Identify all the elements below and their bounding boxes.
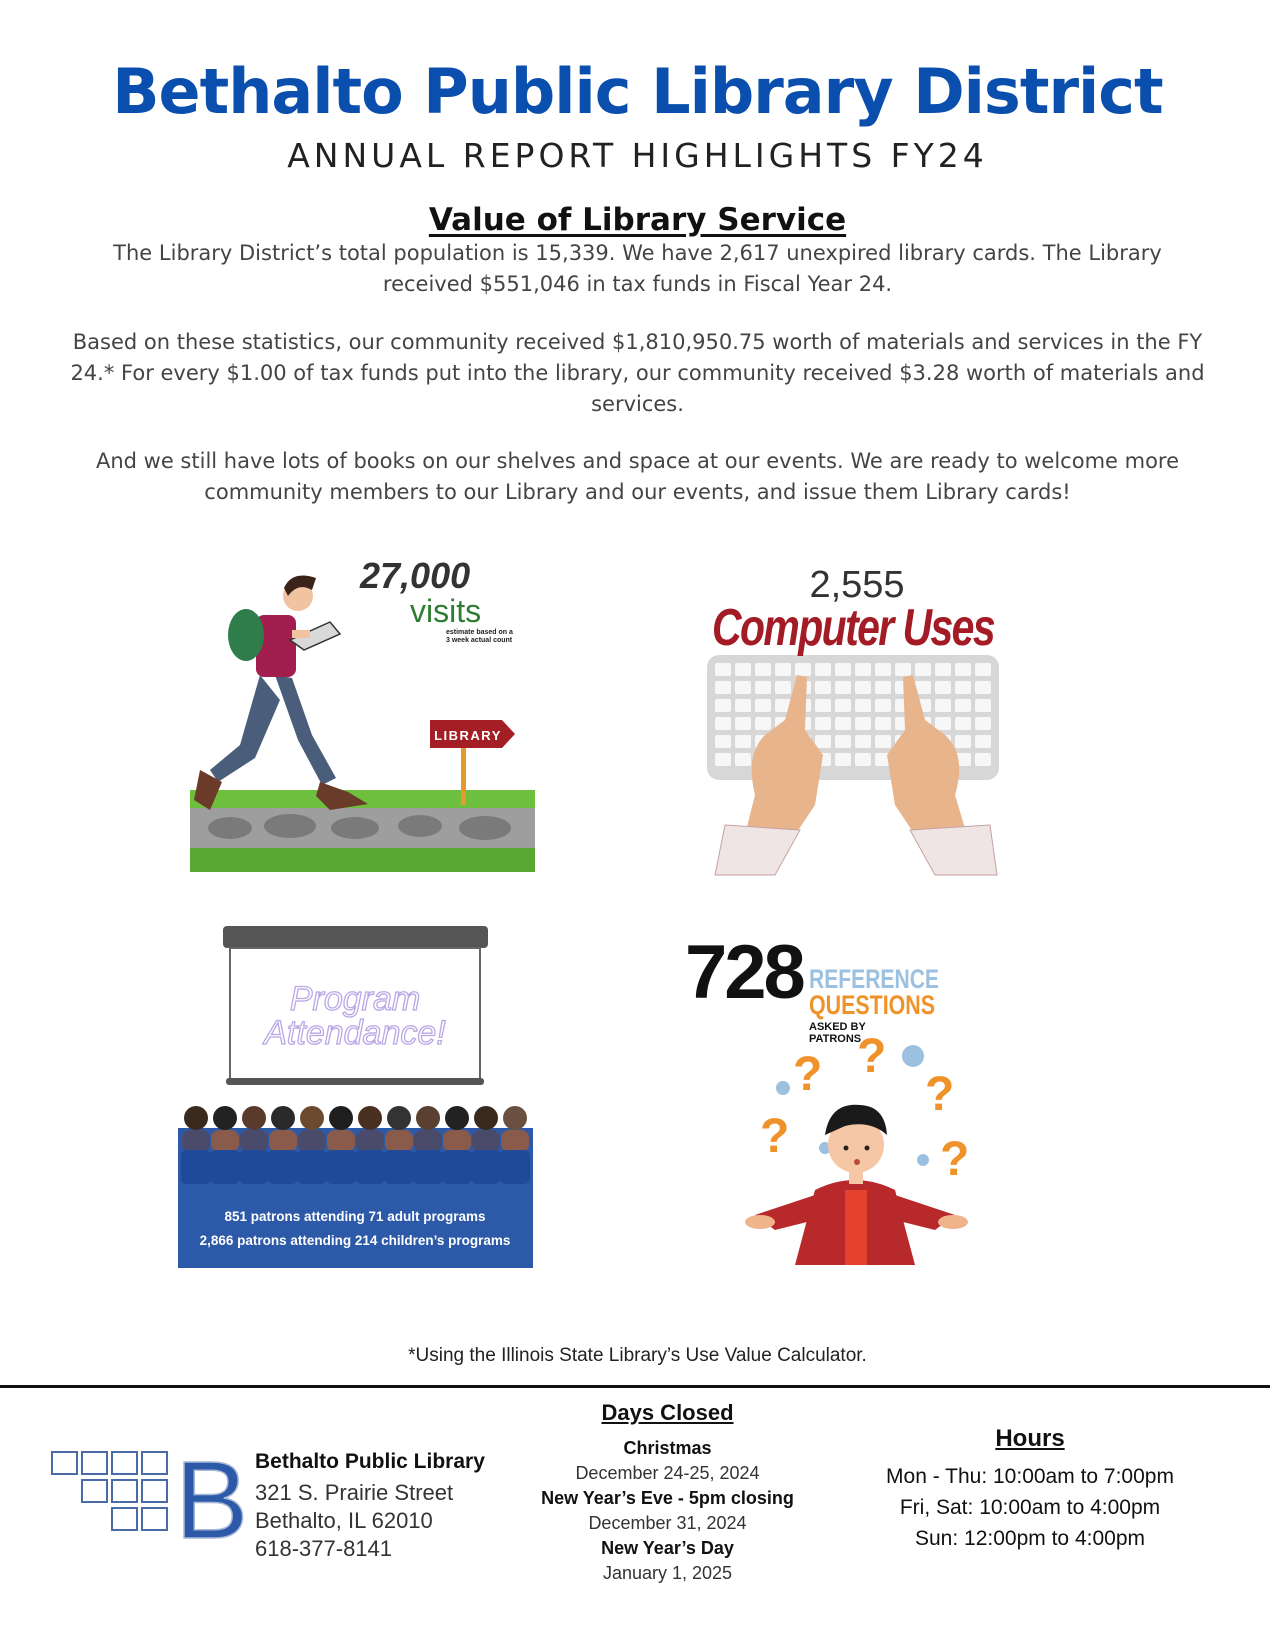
walking-reader-icon — [194, 576, 368, 810]
keyboard-key — [955, 735, 971, 748]
svg-text:?: ? — [793, 1048, 823, 1101]
library-name: Bethalto Public Library — [255, 1450, 485, 1473]
keyboard-key — [955, 699, 971, 712]
keyboard-key — [875, 663, 891, 676]
audience-seat — [413, 1150, 443, 1184]
keyboard-key — [975, 717, 991, 730]
audience-body — [501, 1130, 529, 1152]
audience-body — [298, 1130, 326, 1152]
audience-head — [445, 1106, 469, 1130]
keyboard-key — [955, 717, 971, 730]
visits-label: visits — [410, 593, 482, 629]
reference-line2: QUESTIONS — [809, 990, 935, 1020]
keyboard-key — [875, 681, 891, 694]
closed-item-name: Christmas — [623, 1438, 712, 1458]
sign-label: LIBRARY — [434, 728, 502, 743]
projector-bar — [223, 926, 488, 948]
paragraph-value: Based on these statistics, our community received $1,810,950.75 worth of materials and services in the FY 24.* For every $1.00 of tax funds put into the library, our community received $3.28 worth of materials and services. — [70, 330, 1205, 416]
keyboard-key — [755, 663, 771, 676]
svg-text:?: ? — [925, 1068, 955, 1121]
audience-seat — [442, 1150, 472, 1184]
page-subtitle: ANNUAL REPORT HIGHLIGHTS FY24 — [287, 136, 988, 175]
keyboard-key — [855, 735, 871, 748]
keyboard-key — [815, 663, 831, 676]
page-title: Bethalto Public Library District — [112, 55, 1163, 128]
keyboard-key — [715, 663, 731, 676]
keyboard-key — [955, 663, 971, 676]
audience-body — [211, 1130, 239, 1152]
adult-programs-text: 851 patrons attending 71 adult programs — [224, 1209, 486, 1224]
reference-infographic — [685, 930, 985, 1270]
computer-number: 2,555 — [809, 564, 905, 606]
visits-number: 27,000 — [360, 555, 471, 596]
svg-text:?: ? — [760, 1110, 790, 1163]
keyboard-key — [715, 699, 731, 712]
paragraph-population: The Library District’s total population is 15,339. We have 2,617 unexpired library cards. The Library received $551,046 in tax funds in Fiscal Year 24. — [113, 241, 1162, 296]
days-closed-heading: Days Closed — [601, 1400, 734, 1425]
keyboard-key — [875, 717, 891, 730]
keyboard-key — [775, 663, 791, 676]
logo-letter: B — [175, 1439, 249, 1562]
keyboard-key — [735, 699, 751, 712]
keyboard-key — [895, 663, 911, 676]
audience-head — [474, 1106, 498, 1130]
keyboard-key — [835, 753, 851, 766]
keyboard-key — [935, 663, 951, 676]
audience-seat — [384, 1150, 414, 1184]
sign-post — [461, 745, 466, 805]
audience-head — [387, 1106, 411, 1130]
keyboard-key — [935, 717, 951, 730]
keyboard-key — [835, 681, 851, 694]
footnote: *Using the Illinois State Library’s Use Value Calculator. — [408, 1345, 867, 1366]
keyboard-key — [875, 735, 891, 748]
keyboard-key — [835, 717, 851, 730]
reference-asked-line1: ASKED BY — [809, 1021, 866, 1033]
svg-text:?: ? — [857, 1030, 887, 1083]
audience-seat — [355, 1150, 385, 1184]
audience-body — [414, 1130, 442, 1152]
audience-body — [472, 1130, 500, 1152]
keyboard-key — [795, 663, 811, 676]
audience-head — [213, 1106, 237, 1130]
keyboard-key — [975, 753, 991, 766]
reference-line1: REFERENCE — [809, 964, 939, 994]
grass-strip — [190, 790, 535, 810]
keyboard-key — [955, 681, 971, 694]
keyboard-key — [835, 663, 851, 676]
keyboard-key — [735, 663, 751, 676]
audience-seat — [239, 1150, 269, 1184]
closed-item-date: December 31, 2024 — [588, 1513, 747, 1533]
audience-seat — [297, 1150, 327, 1184]
keyboard-key — [755, 699, 771, 712]
visits-note-line1: estimate based on a — [446, 629, 513, 636]
footer-divider — [0, 1385, 1270, 1388]
audience-head — [184, 1106, 208, 1130]
closed-item-name: New Year’s Eve - 5pm closing — [541, 1488, 794, 1508]
keyboard-key — [755, 717, 771, 730]
reference-number: 728 — [685, 930, 803, 1015]
hours-heading: Hours — [995, 1425, 1065, 1452]
audience-body — [385, 1130, 413, 1152]
audience-head — [271, 1106, 295, 1130]
keyboard-key — [835, 699, 851, 712]
library-phone: 618-377-8141 — [255, 1536, 393, 1561]
audience-body — [356, 1130, 384, 1152]
hours-line: Fri, Sat: 10:00am to 4:00pm — [899, 1496, 1161, 1519]
library-logo — [50, 1439, 250, 1562]
reference-asked-line2: PATRONS — [809, 1033, 862, 1045]
keyboard-key — [935, 699, 951, 712]
keyboard-key — [715, 735, 731, 748]
keyboard-key — [755, 681, 771, 694]
closed-item-date: January 1, 2025 — [602, 1563, 733, 1583]
logo-squares-icon — [52, 1452, 167, 1530]
library-city: Bethalto, IL 62010 — [255, 1508, 433, 1533]
closed-item-date: December 24-25, 2024 — [575, 1463, 760, 1483]
keyboard-key — [975, 735, 991, 748]
keyboard-key — [855, 699, 871, 712]
keyboard-key — [715, 717, 731, 730]
hours-line: Sun: 12:00pm to 4:00pm — [915, 1527, 1145, 1550]
audience-body — [327, 1130, 355, 1152]
keyboard-key — [735, 753, 751, 766]
audience-seat — [500, 1150, 530, 1184]
children-programs-text: 2,866 patrons attending 214 children’s programs — [199, 1233, 511, 1248]
keyboard-key — [835, 735, 851, 748]
computer-infographic — [705, 555, 1010, 875]
computer-label: Computer Uses — [712, 599, 995, 657]
audience-seat — [268, 1150, 298, 1184]
audience-body — [269, 1130, 297, 1152]
keyboard-key — [915, 663, 931, 676]
keyboard-key — [875, 699, 891, 712]
program-infographic — [178, 918, 538, 1268]
keyboard-key — [855, 717, 871, 730]
keyboard-key — [975, 663, 991, 676]
keyboard-key — [775, 681, 791, 694]
keyboard-key — [815, 735, 831, 748]
keyboard-key — [975, 681, 991, 694]
keyboard-key — [735, 717, 751, 730]
audience-head — [300, 1106, 324, 1130]
keyboard-key — [975, 699, 991, 712]
audience-seat — [210, 1150, 240, 1184]
audience-body — [443, 1130, 471, 1152]
keyboard-key — [855, 753, 871, 766]
audience-head — [416, 1106, 440, 1130]
keyboard-key — [855, 681, 871, 694]
svg-text:?: ? — [940, 1133, 970, 1186]
audience-body — [240, 1130, 268, 1152]
hours-section — [850, 1425, 1210, 1554]
audience-head — [329, 1106, 353, 1130]
paragraph-welcome: And we still have lots of books on our shelves and space at our events. We are ready to welcome more community members to our Library and our events, and issue them Library cards! — [95, 449, 1180, 504]
days-closed-section — [505, 1400, 830, 1586]
visits-infographic — [180, 555, 555, 875]
audience-seat — [326, 1150, 356, 1184]
keyboard-key — [715, 753, 731, 766]
closed-item-name: New Year’s Day — [601, 1538, 734, 1558]
keyboard-key — [855, 663, 871, 676]
audience-body — [182, 1130, 210, 1152]
visits-note-line2: 3 week actual count — [446, 637, 513, 644]
screen-text-line1: Program — [289, 980, 421, 1018]
audience-seat — [471, 1150, 501, 1184]
keyboard-key — [815, 717, 831, 730]
keyboard-key — [735, 681, 751, 694]
keyboard-key — [715, 681, 731, 694]
audience-seat — [181, 1150, 211, 1184]
section-heading: Value of Library Service — [428, 202, 847, 238]
audience-head — [242, 1106, 266, 1130]
library-street: 321 S. Prairie Street — [255, 1480, 454, 1505]
lower-grass — [190, 848, 535, 872]
audience-head — [503, 1106, 527, 1130]
keyboard-key — [815, 699, 831, 712]
screen-text-line2: Attendance! — [264, 1014, 446, 1052]
hours-line: Mon - Thu: 10:00am to 7:00pm — [886, 1465, 1174, 1488]
audience-head — [358, 1106, 382, 1130]
keyboard-key — [815, 681, 831, 694]
keyboard-key — [935, 681, 951, 694]
keyboard-key — [735, 735, 751, 748]
